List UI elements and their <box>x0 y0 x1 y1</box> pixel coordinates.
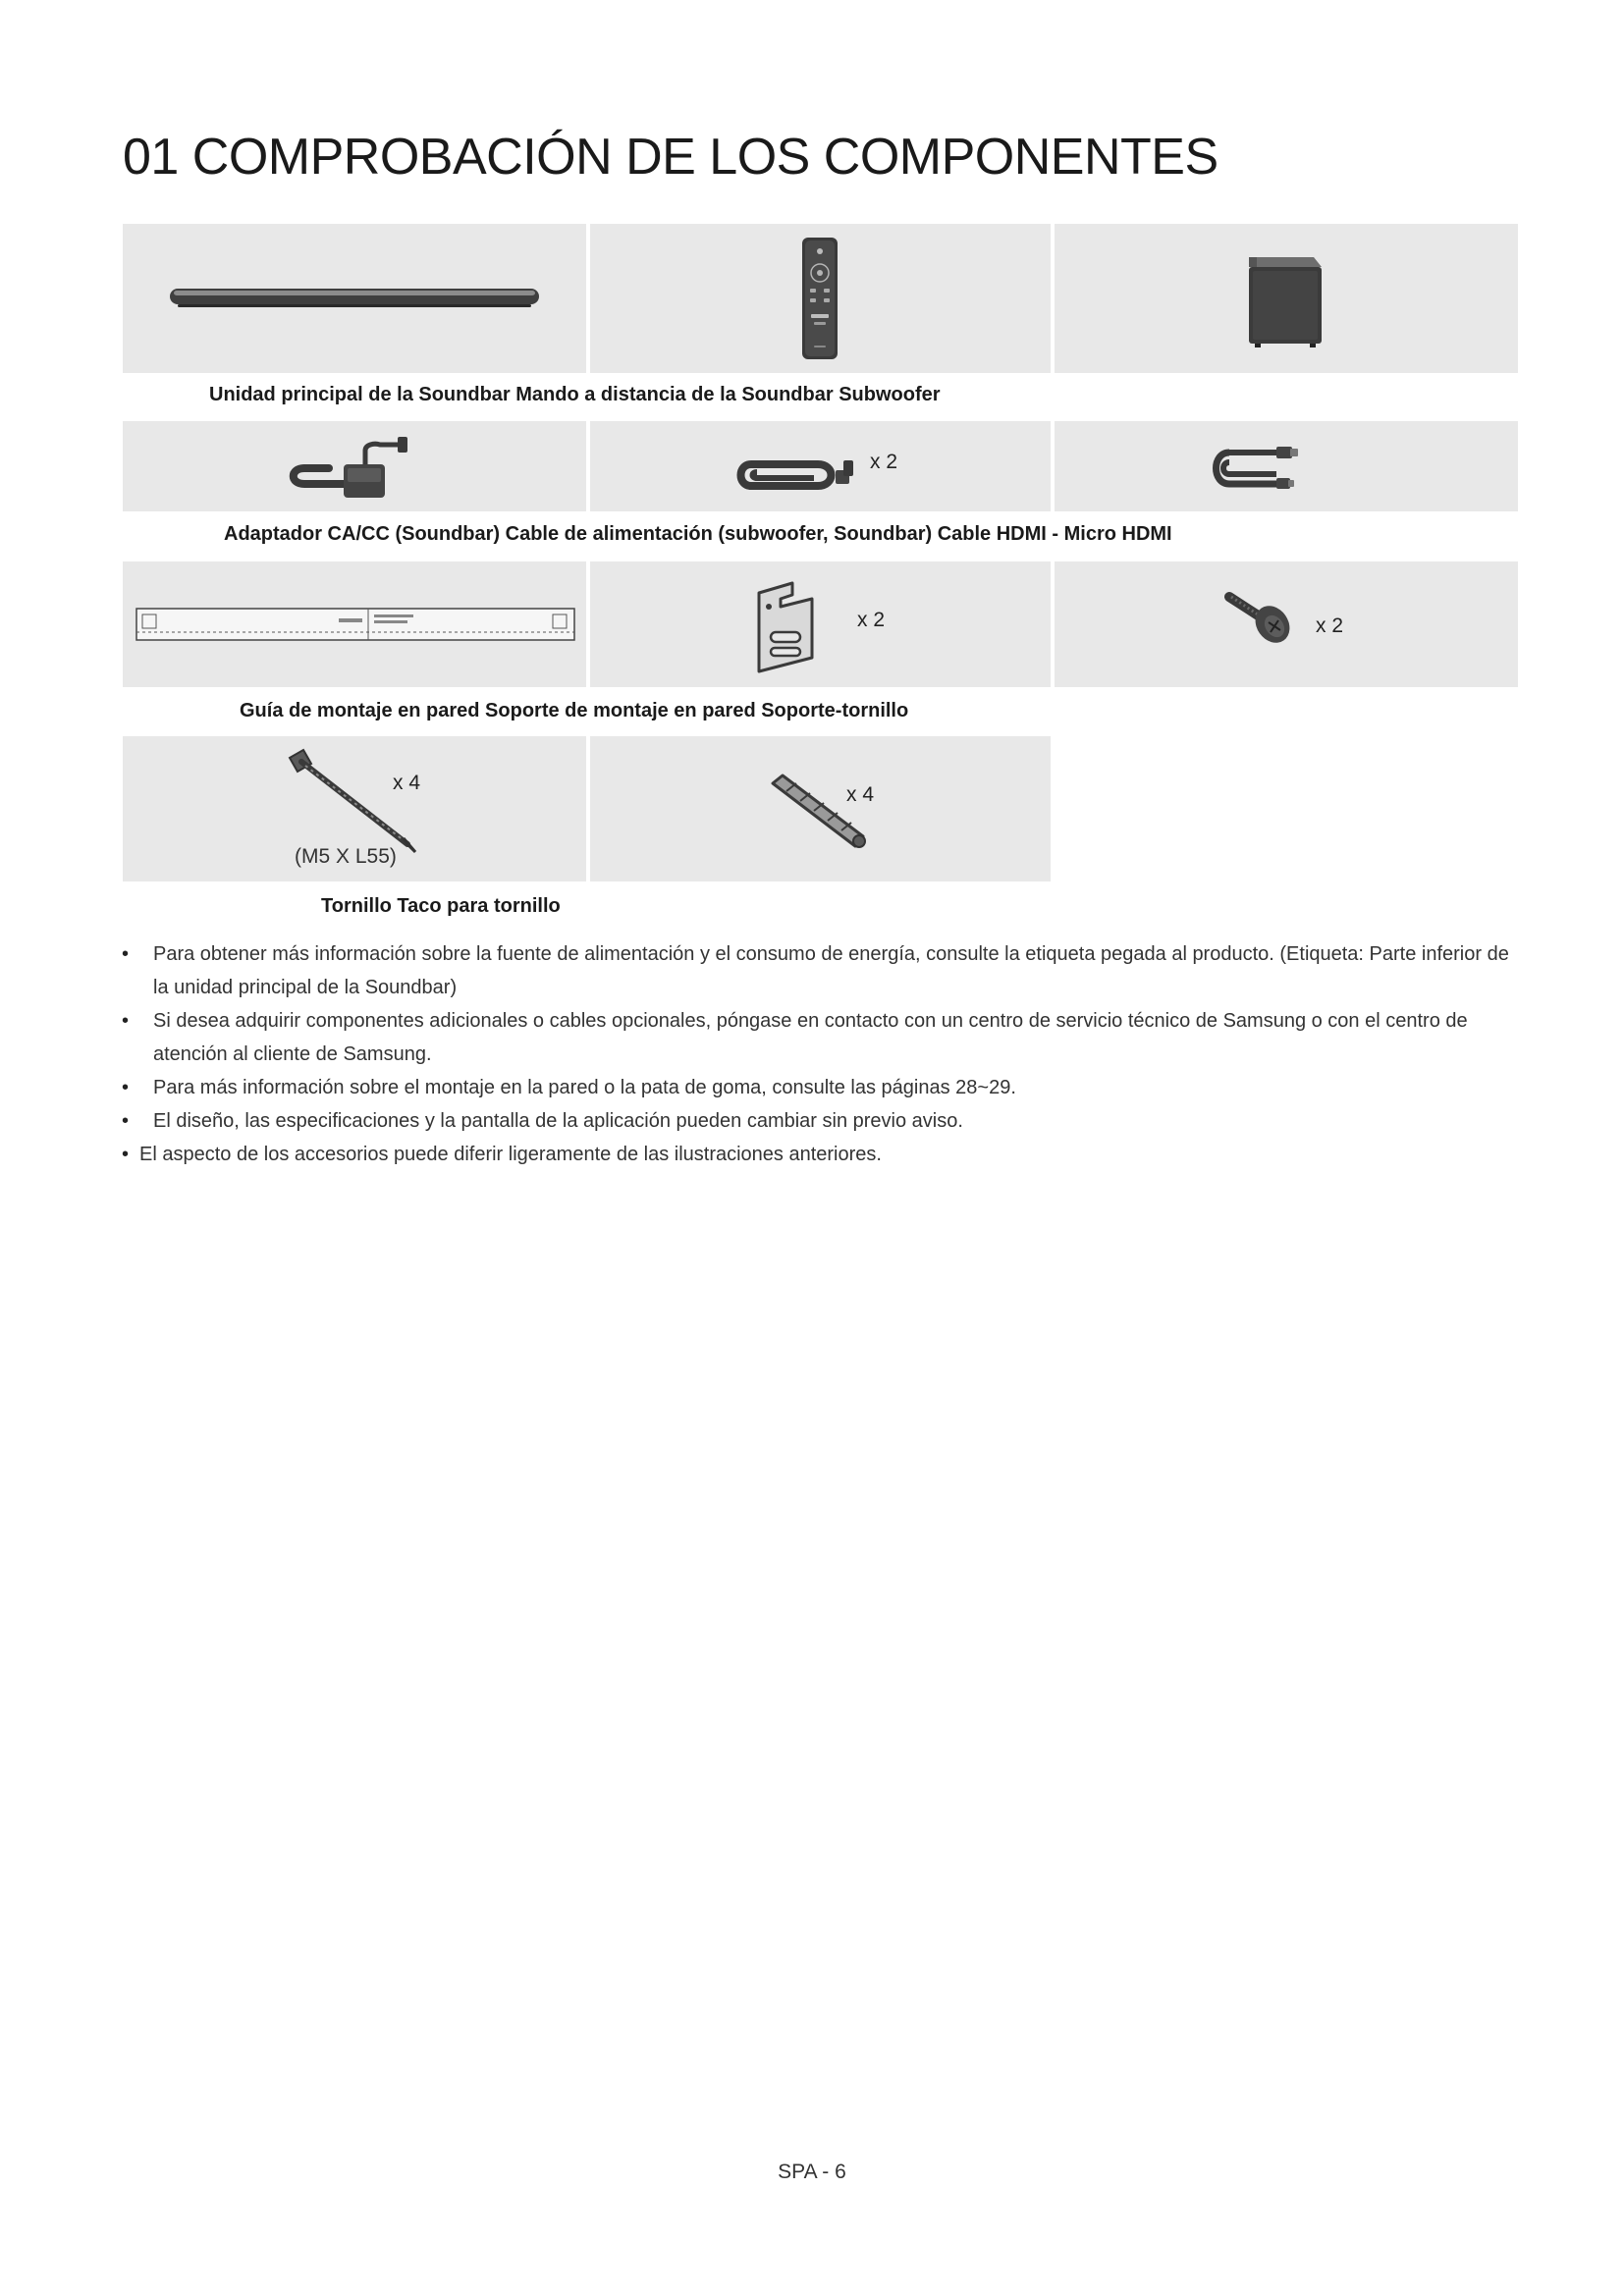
ac-dc-adapter-icon <box>123 421 586 511</box>
wall-guide-cell <box>123 561 586 687</box>
page-title: 01 COMPROBACIÓN DE LOS COMPONENTES <box>123 129 1218 186</box>
row3-caption: Guía de montaje en pared Soporte de montaje en pared Soporte-tornillo <box>240 700 909 721</box>
anchor-cell <box>590 736 1051 881</box>
remote-cell <box>590 224 1051 373</box>
note-item: • El aspecto de los accesorios puede diferir ligeramente de las ilustraciones anteriores. <box>120 1138 1514 1171</box>
row4-caption: Tornillo Taco para tornillo <box>321 895 561 917</box>
holder-screw-icon <box>1055 561 1518 687</box>
page-number: SPA - 6 <box>778 2161 846 2183</box>
row1-caption: Unidad principal de la Soundbar Mando a distancia de la Soundbar Subwoofer <box>209 384 941 405</box>
wall-mount-guide-icon <box>123 561 586 687</box>
power-cable-cell <box>590 421 1051 511</box>
adapter-cell <box>123 421 586 511</box>
bracket-cell <box>590 561 1051 687</box>
power-cable-qty: x 2 <box>870 451 898 473</box>
screw-cell <box>123 736 586 881</box>
holder-screw-cell <box>1055 561 1518 687</box>
soundbar-icon <box>123 224 586 373</box>
notes-list <box>120 937 1514 1171</box>
note-item: • Para obtener más información sobre la fuente de alimentación y el consumo de energía, consulte la etiqueta pegada al producto. (Etiqueta: Parte inferior de la unidad principal de la Soundbar) <box>120 937 1514 1004</box>
soundbar-cell <box>123 224 586 373</box>
wall-bracket-icon <box>590 561 1051 687</box>
note-item: • El diseño, las especificaciones y la pantalla de la aplicación pueden cambiar sin previo aviso. <box>120 1104 1514 1138</box>
hdmi-cable-icon <box>1055 421 1518 511</box>
hdmi-cable-cell <box>1055 421 1518 511</box>
holder-screw-qty: x 2 <box>1316 614 1344 637</box>
wall-anchor-icon <box>590 736 1051 881</box>
screw-qty: x 4 <box>393 772 421 794</box>
note-item: • Para más información sobre el montaje en la pared o la pata de goma, consulte las páginas 28~29. <box>120 1071 1514 1104</box>
row2-caption: Adaptador CA/CC (Soundbar) Cable de alimentación (subwoofer, Soundbar) Cable HDMI - Micro HDMI <box>224 523 1172 545</box>
bracket-qty: x 2 <box>857 609 886 631</box>
subwoofer-icon <box>1055 224 1518 373</box>
subwoofer-cell <box>1055 224 1518 373</box>
note-item: • Si desea adquirir componentes adicionales o cables opcionales, póngase en contacto con un centro de servicio técnico de Samsung o con el centro de atención al cliente de Samsung. <box>120 1004 1514 1071</box>
remote-control-icon <box>590 224 1051 373</box>
screw-spec: (M5 X L55) <box>295 845 397 868</box>
power-cable-icon <box>590 421 1051 511</box>
anchor-qty: x 4 <box>846 783 875 806</box>
